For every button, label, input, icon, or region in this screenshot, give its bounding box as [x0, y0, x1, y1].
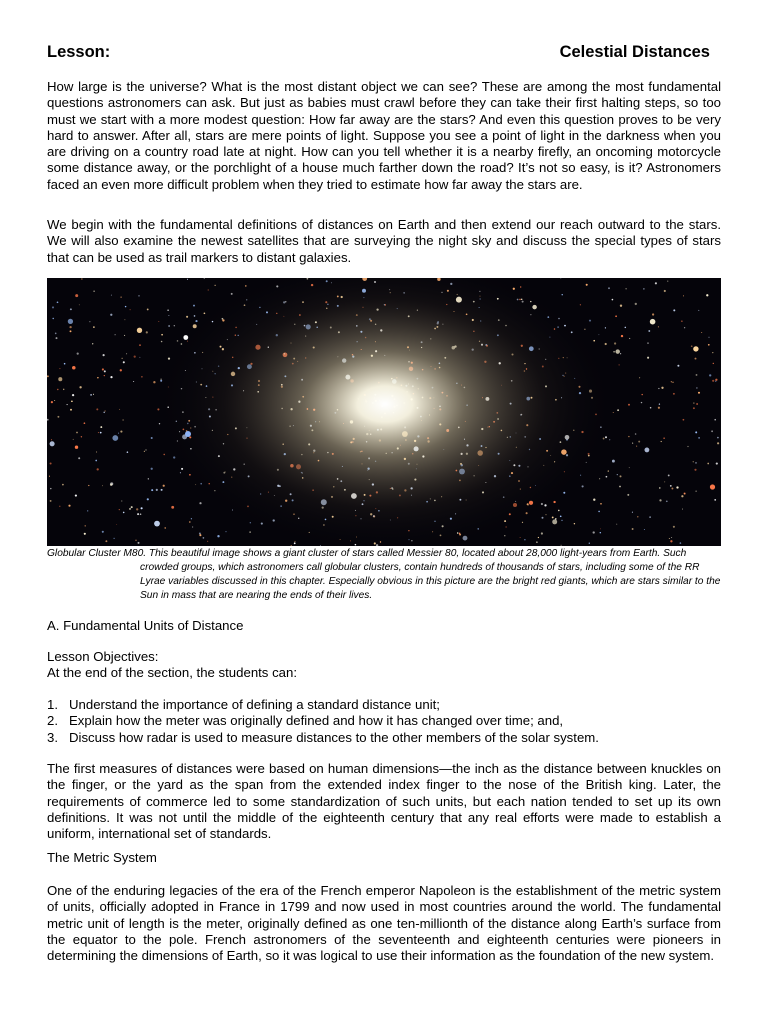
- metric-paragraph: One of the enduring legacies of the era of the French emperor Napoleon is the establishment of the metric system of units, officially adopted in France in 1799 and now used in most countries around the world. The fundamental metric unit of length is the meter, originally defined as one ten-millionth of the distance along Earth’s surface from the equator to the pole. French astronomers of the seventeenth and eighteenth centuries were pioneers in determining the dimensions of Earth, so it was logical to use their information as the foundation of the new system.: [47, 883, 721, 964]
- starfield-illustration: [47, 278, 721, 546]
- intro-paragraph-2: We begin with the fundamental definitions of distances on Earth and then extend our reach outward to the stars. We will also examine the newest satellites that are surveying the night sky and discuss the special types of stars that can be used as trail markers to distant galaxies.: [47, 217, 721, 265]
- objectives-title: Lesson Objectives:: [47, 649, 159, 664]
- intro-paragraph-1: How large is the universe? What is the most distant object we can see? These are among the most fundamental questions astronomers can ask. But just as babies must crawl before they can take their first halting steps, so too must we start with a more modest question: How far away are the stars? And even this question proves to be very hard to answer. After all, stars are mere points of light. Suppose you see a point of light in the darkness when you are driving on a country road late at night. How can you tell whether it is a nearby firefly, an oncoming motorcycle some distance away, or the porchlight of a house much farther down the road? It’s not so easy, is it? Astronomers faced an even more difficult problem when they tried to estimate how far away the stars are.: [47, 79, 721, 192]
- list-item-number: 3.: [47, 729, 58, 745]
- list-item: [47, 713, 599, 729]
- metric-heading: The Metric System: [47, 850, 157, 865]
- objectives-list: [47, 697, 599, 746]
- caption-first-line: Globular Cluster M80. This beautiful image shows a giant cluster of stars called Messier 80, located about 28,000 light-years from Earth. Such: [47, 548, 687, 559]
- globular-cluster-image: [47, 278, 721, 546]
- list-item-number: 2.: [47, 713, 58, 729]
- figure-caption: [47, 547, 721, 603]
- measures-paragraph: The first measures of distances were based on human dimensions—the inch as the distance between knuckles on the finger, or the yard as the span from the extended index finger to the nose of the British king. Later, the requirements of commerce led to some standardization of such units, but each nation tended to set up its own definitions. It was not until the middle of the eighteenth century that any real efforts were made to establish a uniform, international set of standards.: [47, 761, 721, 842]
- list-item: [47, 697, 599, 713]
- section-heading: A. Fundamental Units of Distance: [47, 618, 244, 633]
- caption-continuation: crowded groups, which astronomers call globular clusters, contain hundreds of thousands of stars, including some of the RR Lyrae variables discussed in this chapter. Especially obvious in this picture are the bright red giants, which are stars similar to the Sun in mass that are nearing the ends of their lives.: [140, 562, 721, 601]
- list-item-number: 1.: [47, 697, 58, 712]
- list-item-text: Explain how the meter was originally defined and how it has changed over time; and,: [69, 713, 564, 729]
- list-item: [47, 730, 599, 746]
- list-item-text: Discuss how radar is used to measure distances to the other members of the solar system.: [69, 729, 599, 745]
- header-lesson-label: Lesson:: [47, 43, 111, 61]
- list-item-text: Understand the importance of defining a standard distance unit;: [69, 697, 440, 712]
- lesson-header: [47, 43, 710, 65]
- objectives-intro: At the end of the section, the students can:: [47, 665, 297, 680]
- header-lesson-title: Celestial Distances: [559, 43, 710, 61]
